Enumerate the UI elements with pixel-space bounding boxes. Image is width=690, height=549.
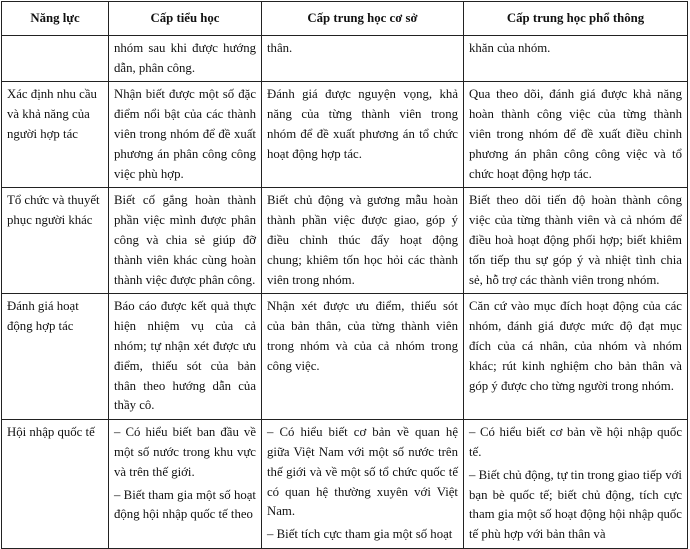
table-row [2, 294, 688, 420]
header-lower-secondary: Cấp trung học cơ sở [262, 2, 464, 36]
cell-upper-secondary [464, 35, 688, 82]
cell-primary [109, 35, 262, 82]
cell-paragraph: Nhận xét được ưu điểm, thiếu sót của bản thân, của từng thành viên trong nhóm và của cả nhóm trong công việc. [267, 299, 458, 373]
cell-paragraph: Báo cáo được kết quả thực hiện nhiệm vụ của cả nhóm; tự nhận xét được ưu điểm, thiếu sót của bản thân theo hướng dẫn của thầy cô. [114, 299, 256, 413]
table-row [2, 188, 688, 294]
cell-lower-secondary [262, 82, 464, 188]
cell-competency: Hội nhập quốc tế [2, 420, 109, 549]
cell-competency: Tổ chức và thuyết phục người khác [2, 188, 109, 294]
table-row [2, 35, 688, 82]
competency-table [1, 1, 688, 549]
cell-competency: Đánh giá hoạt động hợp tác [2, 294, 109, 420]
table-row [2, 420, 688, 549]
cell-paragraph: Nhận biết được một số đặc điểm nổi bật của các thành viên trong nhóm để đề xuất phương án phân công công việc phù hợp. [114, 87, 256, 181]
cell-primary [109, 188, 262, 294]
table-header-row [2, 2, 688, 36]
cell-paragraph: nhóm sau khi được hướng dẫn, phân công. [114, 40, 256, 75]
cell-primary [109, 420, 262, 549]
header-upper-secondary: Cấp trung học phổ thông [464, 2, 688, 36]
cell-lower-secondary [262, 35, 464, 82]
cell-paragraph: – Có hiểu biết ban đầu về một số nước trong khu vực và trên thế giới. [114, 425, 256, 479]
cell-lower-secondary [262, 188, 464, 294]
cell-paragraph: Biết theo dõi tiến độ hoàn thành công việc của từng thành viên và cả nhóm để điều hoà hoạt động phối hợp; biết khiêm tốn tiếp thu sự góp ý và nhiệt tình chia sẻ, hỗ trợ các thành viên trong nhóm. [469, 193, 682, 287]
cell-paragraph: Qua theo dõi, đánh giá được khả năng hoàn thành công việc của từng thành viên trong nhóm để đề xuất điều chỉnh phương án phân công công việc và tổ chức hoạt động hợp tác. [469, 87, 682, 181]
cell-paragraph: – Biết tích cực tham gia một số hoạt [267, 527, 453, 542]
cell-paragraph: khăn của nhóm. [469, 40, 551, 55]
cell-lower-secondary [262, 294, 464, 420]
cell-paragraph: Biết chủ động và gương mẫu hoàn thành phần việc được giao, góp ý điều chỉnh thúc đẩy hoạt động chung; khiêm tốn học hỏi các thành viên trong nhóm. [267, 193, 458, 287]
cell-primary [109, 82, 262, 188]
cell-paragraph: thân. [267, 40, 293, 55]
cell-upper-secondary [464, 188, 688, 294]
cell-primary [109, 294, 262, 420]
cell-paragraph: Biết cố gắng hoàn thành phần việc mình được phân công và chia sẻ giúp đỡ thành viên khác cùng hoàn thành việc được phân công. [114, 193, 256, 287]
cell-lower-secondary [262, 420, 464, 549]
cell-competency [2, 35, 109, 82]
header-primary: Cấp tiểu học [109, 2, 262, 36]
cell-paragraph: – Biết tham gia một số hoạt động hội nhập quốc tế theo [114, 487, 256, 522]
cell-paragraph: Căn cứ vào mục đích hoạt động của các nhóm, đánh giá được mức độ đạt mục đích của cá nhân, của nhóm và nhóm khác; rút kinh nghiệm cho bản thân và góp ý được cho từng người trong nhóm. [469, 299, 682, 393]
header-competency: Năng lực [2, 2, 109, 36]
cell-paragraph: – Biết chủ động, tự tin trong giao tiếp với bạn bè quốc tế; biết chủ động, tích cực tham gia một số hoạt động hội nhập quốc tế phù hợp với bản thân và [469, 467, 682, 542]
cell-paragraph: Đánh giá được nguyện vọng, khả năng của từng thành viên trong nhóm để đề xuất phương án tổ chức hoạt động hợp tác. [267, 87, 458, 161]
cell-paragraph: – Có hiểu biết cơ bản về quan hệ giữa Việt Nam với một số nước trên thế giới và về một số tổ chức quốc tế có quan hệ thường xuyên với Việt Nam. [267, 425, 458, 519]
table-row [2, 82, 688, 188]
cell-upper-secondary [464, 82, 688, 188]
cell-upper-secondary [464, 294, 688, 420]
cell-competency: Xác định nhu cầu và khả năng của người hợp tác [2, 82, 109, 188]
document-page [1, 1, 687, 542]
cell-upper-secondary [464, 420, 688, 549]
cell-paragraph: – Có hiểu biết cơ bản về hội nhập quốc tế. [469, 425, 682, 459]
